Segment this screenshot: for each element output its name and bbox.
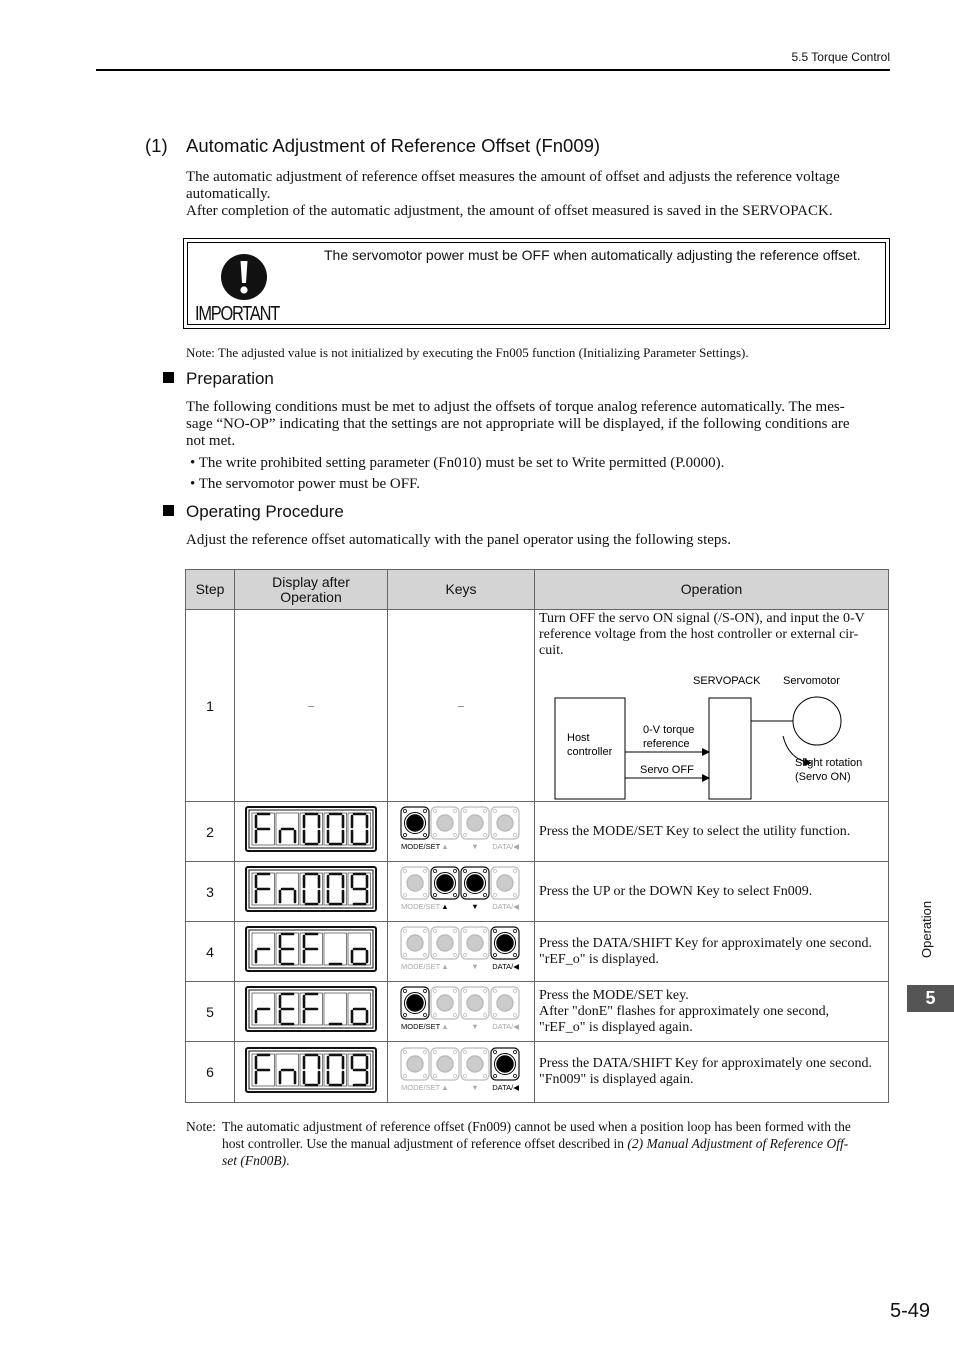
- operation-line: "rEF_o" is displayed again.: [539, 1019, 693, 1035]
- section-title: Automatic Adjustment of Reference Offset (Fn009): [186, 135, 601, 156]
- operation-cell: [535, 1042, 889, 1103]
- rotation-label: Slight rotation: [795, 757, 863, 769]
- preparation-line: not met.: [186, 433, 236, 449]
- ref-label: 0-V torque: [643, 724, 695, 736]
- col-header-keys: Keys: [388, 570, 535, 610]
- operation-line: Press the DATA/SHIFT Key for approximately one second.: [539, 1056, 873, 1071]
- display-none: –: [235, 610, 388, 802]
- svg-text:▼: ▼: [471, 1022, 479, 1031]
- display-cell: [235, 862, 388, 922]
- keys-cell: [388, 1042, 535, 1103]
- rotation-label: (Servo ON): [795, 771, 851, 783]
- seven-segment-display: [245, 1047, 377, 1093]
- note-initialization: Note: The adjusted value is not initialized by executing the Fn005 function (Initializing Parameter Settings).: [186, 345, 749, 360]
- seven-segment-display: [245, 866, 377, 912]
- header-rule: [96, 69, 890, 71]
- seven-segment-display: [245, 806, 377, 852]
- keys-cell: [388, 982, 535, 1042]
- steps-table: [185, 569, 889, 1103]
- operation-line: "rEF_o" is displayed.: [539, 951, 659, 967]
- note-line: The automatic adjustment of reference offset (Fn009) cannot be used when a position loop has been formed with the: [222, 1119, 851, 1134]
- ref-label: reference: [643, 738, 690, 750]
- preparation-line: sage “NO-OP” indicating that the settings are not appropriate will be displayed, if the following conditions are: [186, 416, 850, 432]
- wiring-diagram: [535, 670, 889, 800]
- step-number: 3: [186, 862, 235, 922]
- operation-cell: [535, 862, 889, 922]
- col-header-operation: Operation: [535, 570, 889, 610]
- servopack-box: [709, 698, 751, 799]
- preparation-paragraph: [186, 399, 890, 450]
- note-text: .: [286, 1153, 290, 1168]
- svg-text:▼: ▼: [471, 962, 479, 971]
- page-number: 5-49: [889, 1300, 930, 1322]
- svg-text:▼: ▼: [471, 902, 479, 911]
- svg-text:DATA/◀: DATA/◀: [492, 962, 519, 971]
- table-row: [186, 610, 889, 802]
- host-label: Host: [567, 732, 590, 744]
- display-cell: [235, 1042, 388, 1103]
- keys-cell: [388, 862, 535, 922]
- operation-cell: [535, 982, 889, 1042]
- cross-reference-link[interactable]: (2) Manual Adjustment of Reference Off-: [627, 1136, 849, 1151]
- table-header-row: [186, 570, 889, 610]
- note-line: [222, 1135, 848, 1152]
- col-header-step: Step: [186, 570, 235, 610]
- table-row: [186, 1042, 889, 1103]
- square-bullet-icon: [163, 505, 174, 516]
- svg-text:▲: ▲: [441, 902, 449, 911]
- svg-text:▲: ▲: [441, 962, 449, 971]
- preparation-heading: [163, 369, 274, 389]
- seven-segment-display: [245, 986, 377, 1032]
- section-number: (1): [145, 135, 168, 156]
- bullet-item: • The write prohibited setting parameter (Fn010) must be set to Write permitted (P.0000).: [190, 455, 725, 471]
- step-number: 2: [186, 802, 235, 862]
- keys-cell: [388, 922, 535, 982]
- intro-line: The automatic adjustment of reference offset measures the amount of offset and adjusts the reference voltage: [186, 169, 840, 185]
- operation-line: After "donE" flashes for approximately one second,: [539, 1003, 830, 1019]
- svg-text:MODE/SET: MODE/SET: [401, 962, 441, 971]
- display-cell: [235, 802, 388, 862]
- operation-line: "Fn009" is displayed again.: [539, 1072, 694, 1087]
- bullet-item: • The servomotor power must be OFF.: [190, 476, 421, 492]
- table-row: [186, 982, 889, 1042]
- panel-keys-icon: [399, 806, 523, 852]
- important-text: The servomotor power must be OFF when automatically adjusting the reference offset.: [324, 247, 861, 263]
- seven-segment-display: [245, 926, 377, 972]
- col-header-display: [235, 570, 388, 610]
- svg-text:▲: ▲: [441, 1082, 449, 1092]
- svg-text:MODE/SET: MODE/SET: [401, 902, 441, 911]
- controller-label: controller: [567, 746, 613, 758]
- servo-off-label: Servo OFF: [640, 764, 694, 776]
- keys-none: –: [388, 610, 535, 802]
- procedure-heading-text: Operating Procedure: [186, 502, 344, 521]
- col-header-display-line: Operation: [280, 588, 342, 605]
- procedure-heading: [163, 502, 344, 522]
- step-number: 5: [186, 982, 235, 1042]
- intro-paragraph: [186, 169, 890, 220]
- table-row: [186, 862, 889, 922]
- svg-text:DATA/◀: DATA/◀: [492, 1022, 519, 1031]
- svg-text:▲: ▲: [441, 1022, 449, 1031]
- chapter-side-label: Operation: [919, 900, 934, 958]
- step-number: 6: [186, 1042, 235, 1103]
- servomotor-label: Servomotor: [783, 675, 840, 687]
- operation-line: reference voltage from the host controller or external cir-: [539, 627, 859, 642]
- svg-text:▼: ▼: [471, 842, 479, 851]
- exclamation-icon: [220, 253, 268, 301]
- square-bullet-icon: [163, 372, 174, 383]
- note-text: host controller. Use the manual adjustment of reference offset described in: [222, 1136, 628, 1151]
- cross-reference-link[interactable]: set (Fn00B): [222, 1153, 287, 1168]
- preparation-line: The following conditions must be met to adjust the offsets of torque analog reference automatically. The mes-: [186, 399, 845, 415]
- operation-line: cuit.: [539, 643, 564, 658]
- panel-keys-icon: [399, 926, 523, 972]
- step-number: 1: [186, 610, 235, 802]
- preparation-heading-text: Preparation: [186, 369, 274, 388]
- operation-line: Press the DATA/SHIFT Key for approximately one second.: [539, 935, 873, 951]
- operation-line: Press the MODE/SET key.: [539, 987, 689, 1003]
- svg-text:DATA/◀: DATA/◀: [492, 1082, 519, 1092]
- operation-cell: [535, 922, 889, 982]
- svg-text:DATA/◀: DATA/◀: [492, 902, 519, 911]
- table-row: [186, 922, 889, 982]
- operation-text: [535, 610, 888, 659]
- chapter-tab: 5: [907, 985, 954, 1012]
- section-heading: [145, 135, 600, 157]
- keys-cell: [388, 802, 535, 862]
- col-header-display-line: Display after: [272, 573, 350, 590]
- operation-cell: [535, 610, 889, 802]
- procedure-intro: Adjust the reference offset automatically with the panel operator using the following steps.: [186, 532, 731, 548]
- svg-text:MODE/SET: MODE/SET: [401, 1022, 441, 1031]
- intro-line: automatically.: [186, 186, 271, 202]
- svg-text:DATA/◀: DATA/◀: [492, 842, 519, 851]
- operation-cell: [535, 802, 889, 862]
- display-cell: [235, 982, 388, 1042]
- note-line: [222, 1152, 289, 1169]
- panel-keys-icon: [399, 986, 523, 1032]
- note-prefix: Note:: [186, 1119, 216, 1134]
- panel-keys-icon: [399, 866, 523, 912]
- operation-line: Turn OFF the servo ON signal (/S-ON), and input the 0-V: [539, 611, 865, 626]
- operation-line: Press the UP or the DOWN Key to select Fn009.: [539, 883, 813, 899]
- running-header: 5.5 Torque Control: [791, 50, 890, 64]
- display-cell: [235, 922, 388, 982]
- important-box: [183, 238, 890, 329]
- svg-text:▲: ▲: [441, 842, 449, 851]
- intro-line: After completion of the automatic adjustment, the amount of offset measured is saved in the SERVOPACK.: [186, 203, 833, 219]
- step-number: 4: [186, 922, 235, 982]
- panel-keys-icon: [399, 1047, 523, 1093]
- important-label: IMPORTANT: [195, 303, 279, 325]
- table-row: [186, 802, 889, 862]
- svg-text:▼: ▼: [471, 1082, 479, 1092]
- svg-text:MODE/SET: MODE/SET: [401, 842, 441, 851]
- servopack-label: SERVOPACK: [693, 675, 761, 687]
- svg-text:MODE/SET: MODE/SET: [401, 1082, 441, 1092]
- servomotor-circle: [793, 697, 841, 745]
- operation-line: Press the MODE/SET Key to select the utility function.: [539, 823, 851, 839]
